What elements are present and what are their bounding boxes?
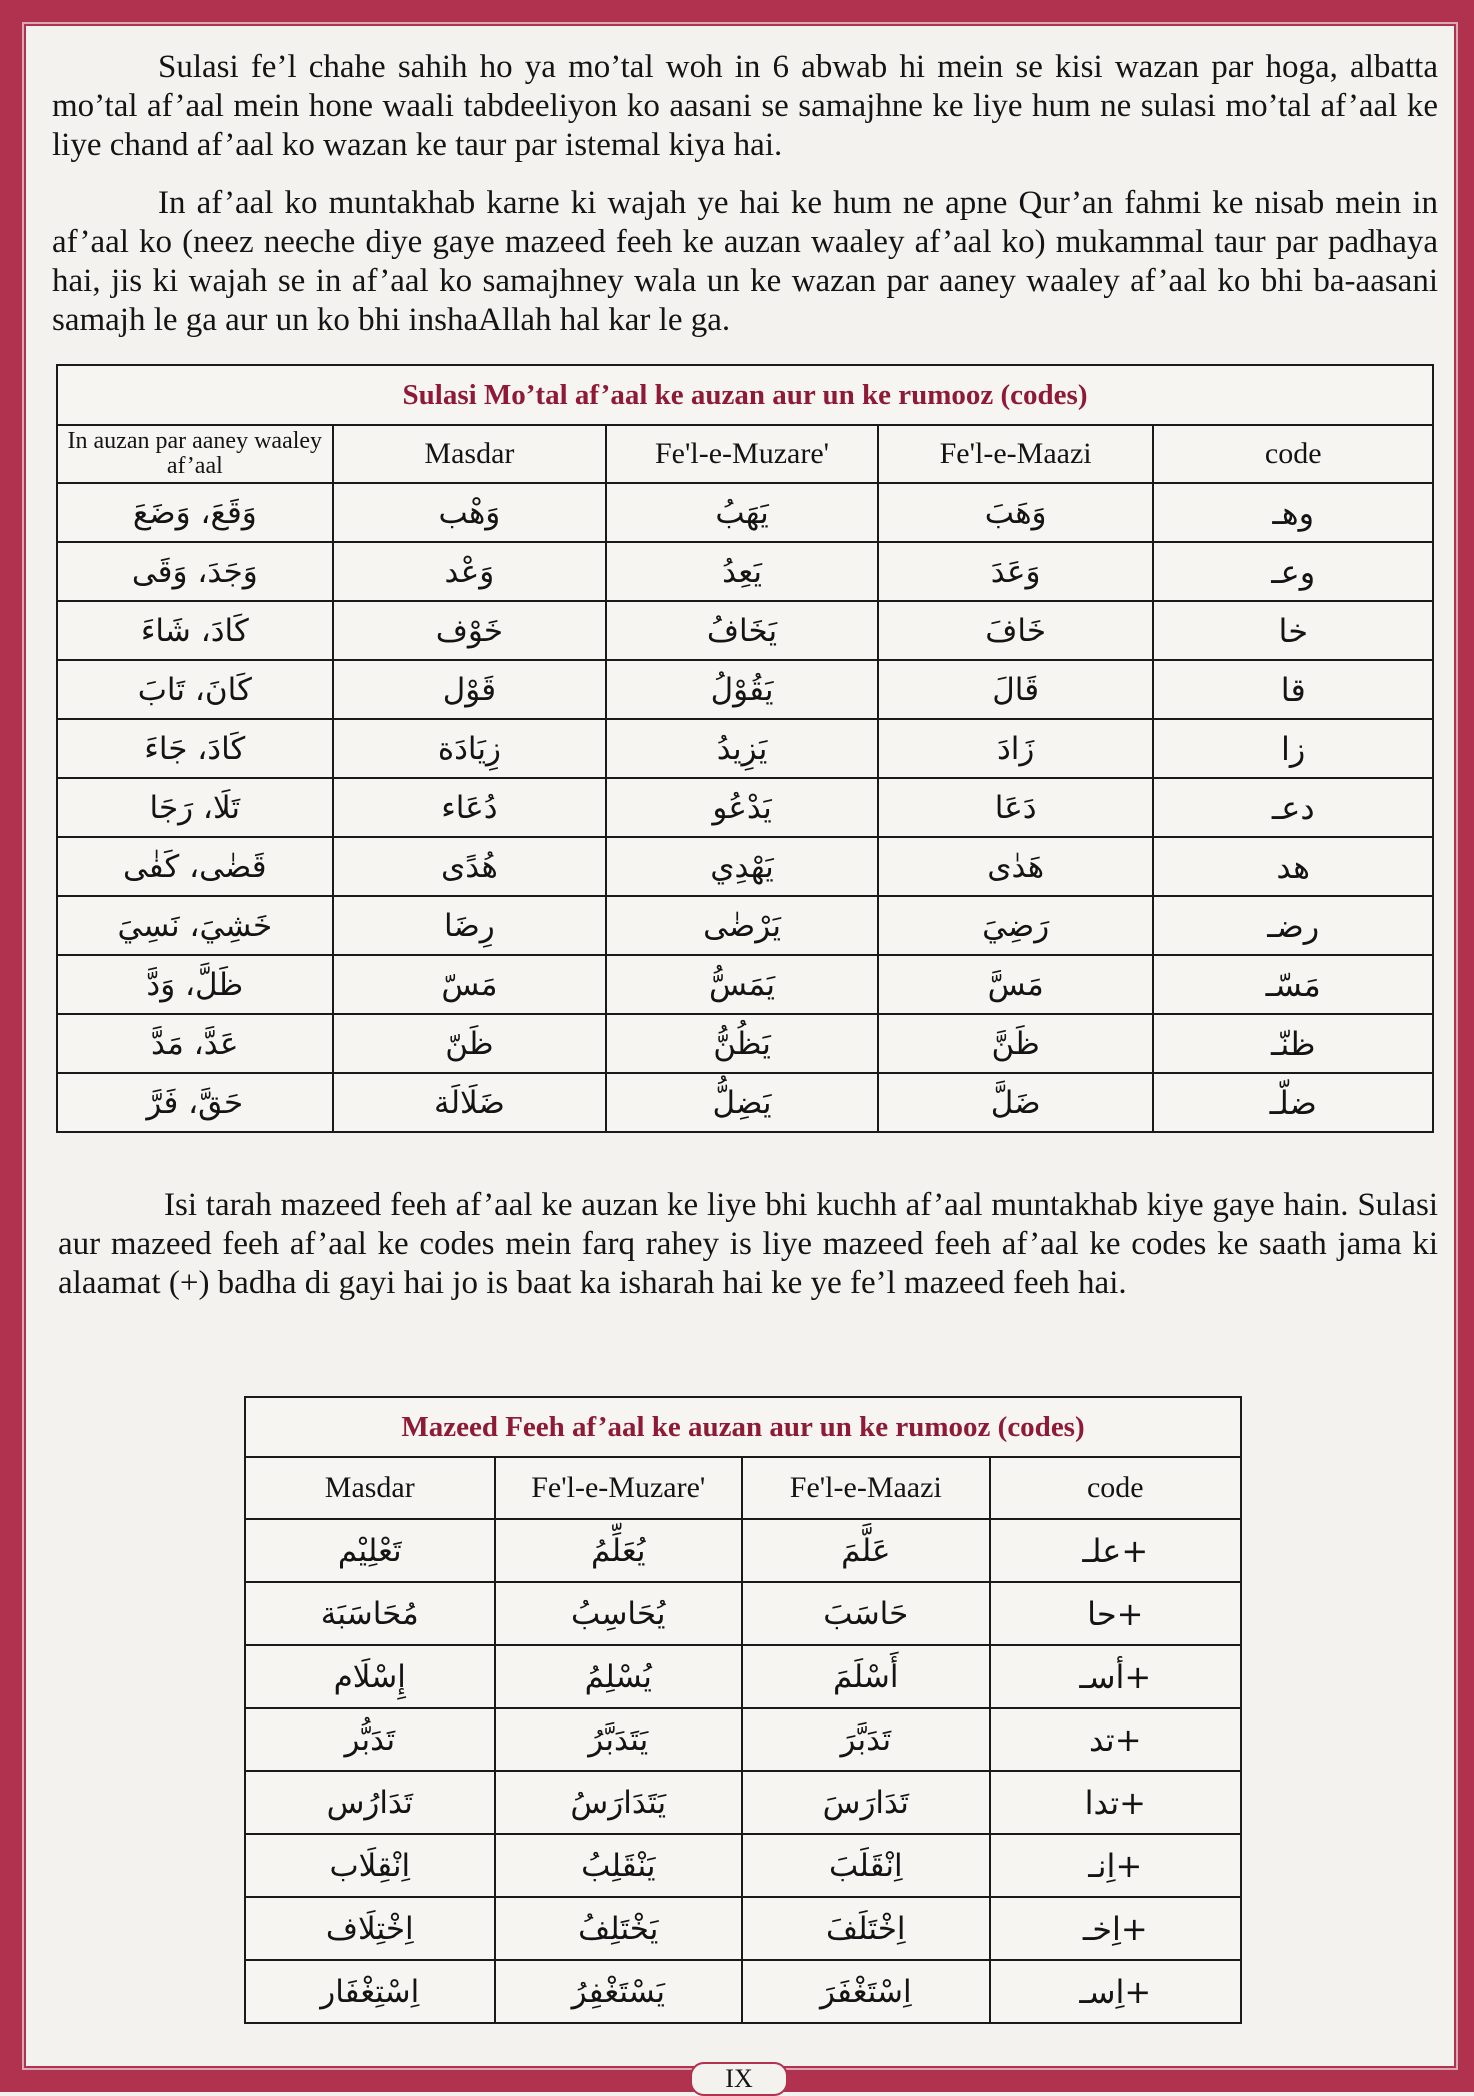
cell-examples: عَدَّ، مَدَّ xyxy=(57,1014,333,1073)
cell-code: +حا xyxy=(990,1582,1241,1645)
cell-code: وعـ xyxy=(1153,542,1433,601)
cell-muzare: يَنْقَلِبُ xyxy=(495,1834,743,1897)
intro-paragraph-2: In af’aal ko muntakhab karne ki wajah ye hai ke hum ne apne Qur’an fahmi ke nisab mein in af’aal ko (neez neeche diye gaye mazeed feeh ke auzan waaley af’aal ko) mukammal taur par padhaya hai, jis ki wajah se in af’aal ko samajhney wala un ke wazan par aaney waaley af’aal ko bhi ba-aasani samajh le ga aur un ko bhi inshaAllah hal kar le ga. xyxy=(52,185,1438,338)
cell-masdar: دُعَاء xyxy=(333,778,607,837)
cell-masdar: وَعْد xyxy=(333,542,607,601)
cell-maazi: دَعَا xyxy=(878,778,1154,837)
table-row xyxy=(245,1708,1241,1771)
cell-examples: كَادَ، جَاءَ xyxy=(57,719,333,778)
cell-muzare: يَرْضٰى xyxy=(606,896,878,955)
table-row xyxy=(57,837,1433,896)
table-row xyxy=(57,601,1433,660)
col-header-masdar: Masdar xyxy=(245,1457,495,1519)
col-header-muzare: Fe'l-e-Muzare' xyxy=(606,425,878,483)
cell-examples: حَقَّ، فَرَّ xyxy=(57,1073,333,1132)
col-header-code: code xyxy=(1153,425,1433,483)
col-header-masdar: Masdar xyxy=(333,425,607,483)
cell-maazi: حَاسَبَ xyxy=(742,1582,990,1645)
cell-masdar: قَوْل xyxy=(333,660,607,719)
cell-examples: وَقَعَ، وَضَعَ xyxy=(57,483,333,542)
cell-masdar: اِسْتِغْفَار xyxy=(245,1960,495,2023)
cell-maazi: هَدٰى xyxy=(878,837,1154,896)
cell-muzare: يُسْلِمُ xyxy=(495,1645,743,1708)
cell-masdar: تَدَارُس xyxy=(245,1771,495,1834)
cell-muzare: يَضِلُّ xyxy=(606,1073,878,1132)
cell-maazi: وَهَبَ xyxy=(878,483,1154,542)
cell-maazi: خَافَ xyxy=(878,601,1154,660)
cell-code: +تدا xyxy=(990,1771,1241,1834)
cell-code: +علـ xyxy=(990,1519,1241,1582)
cell-code: وهـ xyxy=(1153,483,1433,542)
cell-muzare: يَتَدَبَّرُ xyxy=(495,1708,743,1771)
intro-paragraph-1: Sulasi fe’l chahe sahih ho ya mo’tal woh in 6 abwab hi mein se kisi wazan par hoga, albatta mo’tal af’aal mein hone waali tabdeeliyon ko aasani se samajhne ke liye hum ne sulasi mo’tal af’aal ke liye chand af’aal ko wazan ke taur par istemal kiya hai. xyxy=(52,49,1438,163)
col-header-code: code xyxy=(990,1457,1241,1519)
cell-examples: وَجَدَ، وَقَى xyxy=(57,542,333,601)
cell-maazi: رَضِيَ xyxy=(878,896,1154,955)
table-row xyxy=(57,1014,1433,1073)
table-row xyxy=(57,778,1433,837)
cell-masdar: ظَنّ xyxy=(333,1014,607,1073)
cell-muzare: يَزِيدُ xyxy=(606,719,878,778)
cell-maazi: وَعَدَ xyxy=(878,542,1154,601)
cell-code: مَسّـ xyxy=(1153,955,1433,1014)
cell-muzare: يَهَبُ xyxy=(606,483,878,542)
cell-masdar: زِيَادَة xyxy=(333,719,607,778)
cell-maazi: تَدَبَّرَ xyxy=(742,1708,990,1771)
cell-masdar: خَوْف xyxy=(333,601,607,660)
cell-masdar: تَعْلِيْم xyxy=(245,1519,495,1582)
cell-maazi: تَدَارَسَ xyxy=(742,1771,990,1834)
cell-code: +اِنـ xyxy=(990,1834,1241,1897)
mazeed-feeh-table xyxy=(244,1396,1242,2024)
cell-examples: كَادَ، شَاءَ xyxy=(57,601,333,660)
cell-maazi: عَلَّمَ xyxy=(742,1519,990,1582)
cell-masdar: وَهْب xyxy=(333,483,607,542)
cell-code: هد xyxy=(1153,837,1433,896)
cell-masdar: مُحَاسَبَة xyxy=(245,1582,495,1645)
cell-examples: تَلَا، رَجَا xyxy=(57,778,333,837)
cell-maazi: ظَنَّ xyxy=(878,1014,1154,1073)
table-row xyxy=(57,1073,1433,1132)
cell-code: ظنّـ xyxy=(1153,1014,1433,1073)
cell-masdar: رِضَا xyxy=(333,896,607,955)
cell-masdar: هُدًى xyxy=(333,837,607,896)
table-row xyxy=(245,1897,1241,1960)
cell-code: +اِسـ xyxy=(990,1960,1241,2023)
table-row xyxy=(57,542,1433,601)
cell-examples: قَضٰى، كَفٰى xyxy=(57,837,333,896)
table-row xyxy=(245,1834,1241,1897)
col-header-maazi: Fe'l-e-Maazi xyxy=(742,1457,990,1519)
cell-muzare: يَخَافُ xyxy=(606,601,878,660)
table-title: Mazeed Feeh af’aal ke auzan aur un ke rumooz (codes) xyxy=(245,1397,1241,1457)
table-row xyxy=(57,483,1433,542)
cell-muzare: يَسْتَغْفِرُ xyxy=(495,1960,743,2023)
table-title: Sulasi Mo’tal af’aal ke auzan aur un ke rumooz (codes) xyxy=(57,365,1433,425)
cell-muzare: يُعَلِّمُ xyxy=(495,1519,743,1582)
cell-maazi: اِنْقَلَبَ xyxy=(742,1834,990,1897)
table-row xyxy=(57,660,1433,719)
table-row xyxy=(245,1960,1241,2023)
cell-masdar: ضَلَالَة xyxy=(333,1073,607,1132)
col-header-examples: In auzan par aaney waaley af’aal xyxy=(57,425,333,483)
cell-muzare: يَخْتَلِفُ xyxy=(495,1897,743,1960)
table-row xyxy=(57,719,1433,778)
table-row xyxy=(57,955,1433,1014)
cell-examples: خَشِيَ، نَسِيَ xyxy=(57,896,333,955)
cell-code: خا xyxy=(1153,601,1433,660)
cell-maazi: مَسَّ xyxy=(878,955,1154,1014)
cell-examples: ظَلَّ، وَدَّ xyxy=(57,955,333,1014)
cell-muzare: يَتَدَارَسُ xyxy=(495,1771,743,1834)
cell-muzare: يَدْعُو xyxy=(606,778,878,837)
cell-examples: كَانَ، تَابَ xyxy=(57,660,333,719)
cell-code: قا xyxy=(1153,660,1433,719)
cell-masdar: مَسّ xyxy=(333,955,607,1014)
col-header-muzare: Fe'l-e-Muzare' xyxy=(495,1457,743,1519)
cell-code: ضلّـ xyxy=(1153,1073,1433,1132)
cell-masdar: اِنْقِلَاب xyxy=(245,1834,495,1897)
cell-code: رضـ xyxy=(1153,896,1433,955)
sulasi-motal-table xyxy=(56,364,1434,1133)
page-number: IX xyxy=(690,2062,788,2096)
cell-maazi: أَسْلَمَ xyxy=(742,1645,990,1708)
table-row xyxy=(245,1519,1241,1582)
cell-muzare: يَمَسُّ xyxy=(606,955,878,1014)
col-header-maazi: Fe'l-e-Maazi xyxy=(878,425,1154,483)
cell-code: +اِخـ xyxy=(990,1897,1241,1960)
cell-maazi: ضَلَّ xyxy=(878,1073,1154,1132)
cell-muzare: يَهْدِي xyxy=(606,837,878,896)
table-row xyxy=(245,1771,1241,1834)
cell-muzare: يَظُنُّ xyxy=(606,1014,878,1073)
cell-code: +تد xyxy=(990,1708,1241,1771)
table-row xyxy=(57,896,1433,955)
cell-code: +أسـ xyxy=(990,1645,1241,1708)
table-row xyxy=(245,1645,1241,1708)
cell-muzare: يُحَاسِبُ xyxy=(495,1582,743,1645)
cell-maazi: قَالَ xyxy=(878,660,1154,719)
mazeed-feeh-paragraph: Isi tarah mazeed feeh af’aal ke auzan ke liye bhi kuchh af’aal muntakhab kiye gaye hain. Sulasi aur mazeed feeh af’aal ke codes mein farq rahey is liye mazeed feeh af’aal ke codes ke saath jama ki alaamat (+) badha di gayi hai jo is baat ka isharah hai ke ye fe’l mazeed feeh hai. xyxy=(58,1187,1438,1301)
cell-maazi: زَادَ xyxy=(878,719,1154,778)
cell-muzare: يَقُوْلُ xyxy=(606,660,878,719)
cell-muzare: يَعِدُ xyxy=(606,542,878,601)
cell-maazi: اِسْتَغْفَرَ xyxy=(742,1960,990,2023)
cell-code: دعـ xyxy=(1153,778,1433,837)
cell-masdar: إِسْلَام xyxy=(245,1645,495,1708)
cell-masdar: اِخْتِلَاف xyxy=(245,1897,495,1960)
cell-code: زا xyxy=(1153,719,1433,778)
table-row xyxy=(245,1582,1241,1645)
cell-maazi: اِخْتَلَفَ xyxy=(742,1897,990,1960)
cell-masdar: تَدَبُّر xyxy=(245,1708,495,1771)
